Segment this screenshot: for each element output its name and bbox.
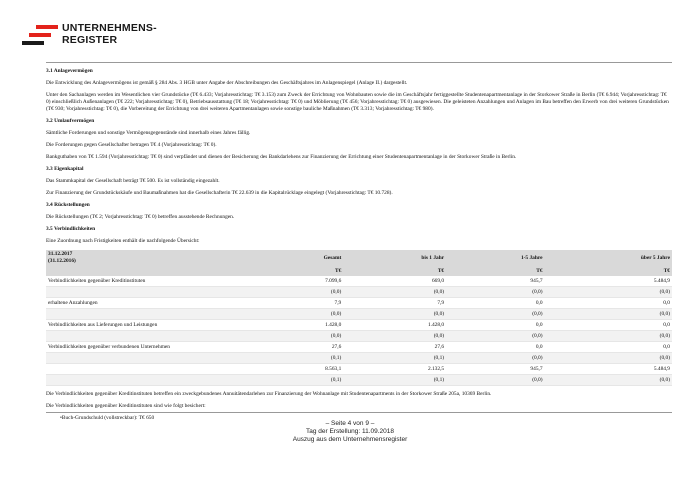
cell: 0,0 xyxy=(446,298,544,309)
table-row xyxy=(46,320,672,331)
unit-cell: T€ xyxy=(446,266,544,276)
header-col-1y: bis 1 Jahr xyxy=(343,250,446,266)
cell: (0,0) xyxy=(260,287,343,298)
cell: 7,9 xyxy=(343,298,446,309)
cell: (0,0) xyxy=(545,287,672,298)
paragraph: Die Verbindlichkeiten gegenüber Kreditinstituten sind wie folgt besichert: xyxy=(46,403,206,409)
paragraph: Das Stammkapital der Gesellschaft beträgt T€ 500. Es ist vollständig eingezahlt. xyxy=(46,178,220,184)
logo-mark-icon xyxy=(22,23,58,47)
logo-line-2: REGISTER xyxy=(62,34,118,46)
cell: 5.484,9 xyxy=(545,364,672,375)
cell: 0,0 xyxy=(446,342,544,353)
row-label: Verbindlichkeiten aus Lieferungen und Leistungen xyxy=(46,320,260,331)
unit-spacer xyxy=(46,266,260,276)
section-title: 3.4 Rückstellungen xyxy=(46,202,90,208)
cell: (0,0) xyxy=(260,331,343,342)
paragraph: Zur Finanzierung der Grundstückskäufe und Baumaßnahmen hat die Gesellschafterin T€ 22.639 in die Kapitalrücklage eingelegt (Vorjahresstichtag: T€ 10.728). xyxy=(46,190,393,196)
cell: 2.132,5 xyxy=(343,364,446,375)
unit-cell: T€ xyxy=(343,266,446,276)
row-label-empty xyxy=(46,375,260,386)
header-date-current: 31.12.2017 xyxy=(48,251,73,257)
paragraph: Bankguthaben von T€ 1.594 (Vorjahresstichtag: T€ 0) sind verpfändet und dienen der Besicherung des Bankdarlehens zur Finanzierung der Errichtung einer Studentenapartmentanlage in der Storkower Straße in Berlin. xyxy=(46,154,517,160)
row-label-empty xyxy=(46,331,260,342)
cell: 0,0 xyxy=(545,342,672,353)
header-date-prior: (31.12.2016) xyxy=(48,258,76,264)
row-label: Verbindlichkeiten gegenüber Kreditinstituten xyxy=(46,276,260,287)
cell: (0,0) xyxy=(446,287,544,298)
cell: (0,1) xyxy=(343,353,446,364)
cell: 5.484,9 xyxy=(545,276,672,287)
header-divider xyxy=(46,62,672,63)
cell: 1.428,0 xyxy=(343,320,446,331)
cell: 27,6 xyxy=(260,342,343,353)
row-label xyxy=(46,364,260,375)
row-label-empty xyxy=(46,287,260,298)
register-excerpt: Auszug aus dem Unternehmensregister xyxy=(292,436,408,443)
creation-date: Tag der Erstellung: 11.09.2018 xyxy=(305,428,395,435)
cell: (0,0) xyxy=(260,309,343,320)
footer-divider xyxy=(46,412,672,413)
header-date xyxy=(46,250,260,266)
cell: (0,0) xyxy=(343,309,446,320)
table-row-prior xyxy=(46,331,672,342)
cell: 7,9 xyxy=(260,298,343,309)
cell: 669,0 xyxy=(343,276,446,287)
cell: 0,0 xyxy=(446,320,544,331)
cell: 1.428,0 xyxy=(260,320,343,331)
row-label-empty xyxy=(46,309,260,320)
header-col-1-5y: 1-5 Jahre xyxy=(446,250,544,266)
section-title: 3.3 Eigenkapital xyxy=(46,166,84,172)
cell: 945,7 xyxy=(446,364,544,375)
unit-cell: T€ xyxy=(260,266,343,276)
logo-line-1: UNTERNEHMENS- xyxy=(62,22,157,34)
cell: (0,0) xyxy=(446,331,544,342)
cell: (0,1) xyxy=(343,375,446,386)
unternehmensregister-logo xyxy=(22,20,182,50)
paragraph: Unter den Sachanlagen werden im Wesentlichen vier Grundstücke (T€ 6.433; Vorjahresstichtag: T€ 3.153) zum Zweck der Errichtung von Wohnbauten sowie die im Geschäftsjahr fertiggestellte Studentenapartmentanlage in der Storkower Straße in Berlin (T€ 6.944; Vorjahresstichtag: T€ 0) einschließlich Außenanlagen (T€ 222; Vorjahresstichtag: T€ 0), Betriebsausstattung (T€ 18; Vorjahresstichtag: T€ 0) und Möblierung (T€ 456; Vorjahresstichtag: T€ 0) ausgewiesen. Die geleisteten Anzahlungen und Anlagen im Bau betreffen den Erwerb von drei weiteren Grundstücken (T€ 930; Vorjahresstichtag: T€ 0), die Vorbereitung der Errichtung von drei weiteren Apartmentanlagen sowie sonstige bauliche Maßnahmen (T€ 3.313; Vorjahresstichtag: T€ 980). xyxy=(46,92,669,112)
table-row-prior xyxy=(46,353,672,364)
cell: 945,7 xyxy=(446,276,544,287)
table-header-row xyxy=(46,250,672,266)
cell: (0,0) xyxy=(343,287,446,298)
cell: 0,0 xyxy=(545,298,672,309)
cell: 27,6 xyxy=(343,342,446,353)
header-col-total: Gesamt xyxy=(260,250,343,266)
unit-cell: T€ xyxy=(545,266,672,276)
table-total-row-prior xyxy=(46,375,672,386)
table-row xyxy=(46,342,672,353)
cell: (0,0) xyxy=(343,331,446,342)
cell: (0,1) xyxy=(260,353,343,364)
section-title: 3.1 Anlagevermögen xyxy=(46,68,93,74)
cell: (0,0) xyxy=(446,309,544,320)
table-row-prior xyxy=(46,287,672,298)
paragraph: Die Entwicklung des Anlagevermögens ist gemäß § 284 Abs. 3 HGB unter Angabe der Abschreibungen des Geschäftsjahres im Anlagenspiegel (Anlage II.) dargestellt. xyxy=(46,80,408,86)
cell: (0,0) xyxy=(545,375,672,386)
paragraph: Die Verbindlichkeiten gegenüber Kreditinstituten betreffen ein zweckgebundenes Annuitätendarlehen zur Finanzierung der Wohnanlage mit Studentenapartments in der Storkower Straße 205a, 10369 Berlin. xyxy=(46,391,492,397)
document-body xyxy=(46,68,672,427)
paragraph: Die Rückstellungen (T€ 2; Vorjahresstichtag: T€ 0) betreffen ausstehende Rechnungen. xyxy=(46,214,235,220)
bullet-item: •Buch-Grundschuld (vollstreckbar): T€ 650 xyxy=(60,415,155,421)
liabilities-table xyxy=(46,250,672,386)
table-row xyxy=(46,298,672,309)
cell: (0,0) xyxy=(545,309,672,320)
logo-text xyxy=(62,22,157,46)
paragraph: Die Forderungen gegen Gesellschafter betragen T€ 4 (Vorjahresstichtag: T€ 0). xyxy=(46,142,217,148)
paragraph: Eine Zuordnung nach Fristigkeiten enthält die nachfolgende Übersicht: xyxy=(46,238,200,244)
cell: (0,0) xyxy=(545,331,672,342)
cell: (0,0) xyxy=(545,353,672,364)
cell: 0,0 xyxy=(545,320,672,331)
table-row-prior xyxy=(46,309,672,320)
cell: 8.563,1 xyxy=(260,364,343,375)
row-label: erhaltene Anzahlungen xyxy=(46,298,260,309)
cell: (0,1) xyxy=(260,375,343,386)
table-total-row xyxy=(46,364,672,375)
cell: 7.099,6 xyxy=(260,276,343,287)
table-row xyxy=(46,276,672,287)
cell: (0,0) xyxy=(446,375,544,386)
row-label: Verbindlichkeiten gegenüber verbundenen Unternehmen xyxy=(46,342,260,353)
row-label-empty xyxy=(46,353,260,364)
section-title: 3.2 Umlaufvermögen xyxy=(46,118,95,124)
page-number: – Seite 4 von 9 – xyxy=(325,420,375,427)
table-unit-row xyxy=(46,266,672,276)
section-title: 3.5 Verbindlichkeiten xyxy=(46,226,96,232)
page-footer xyxy=(0,420,700,444)
header-col-5y: über 5 Jahre xyxy=(545,250,672,266)
cell: (0,0) xyxy=(446,353,544,364)
paragraph: Sämtliche Forderungen und sonstige Vermögensgegenstände sind innerhalb eines Jahres fällig. xyxy=(46,130,251,136)
